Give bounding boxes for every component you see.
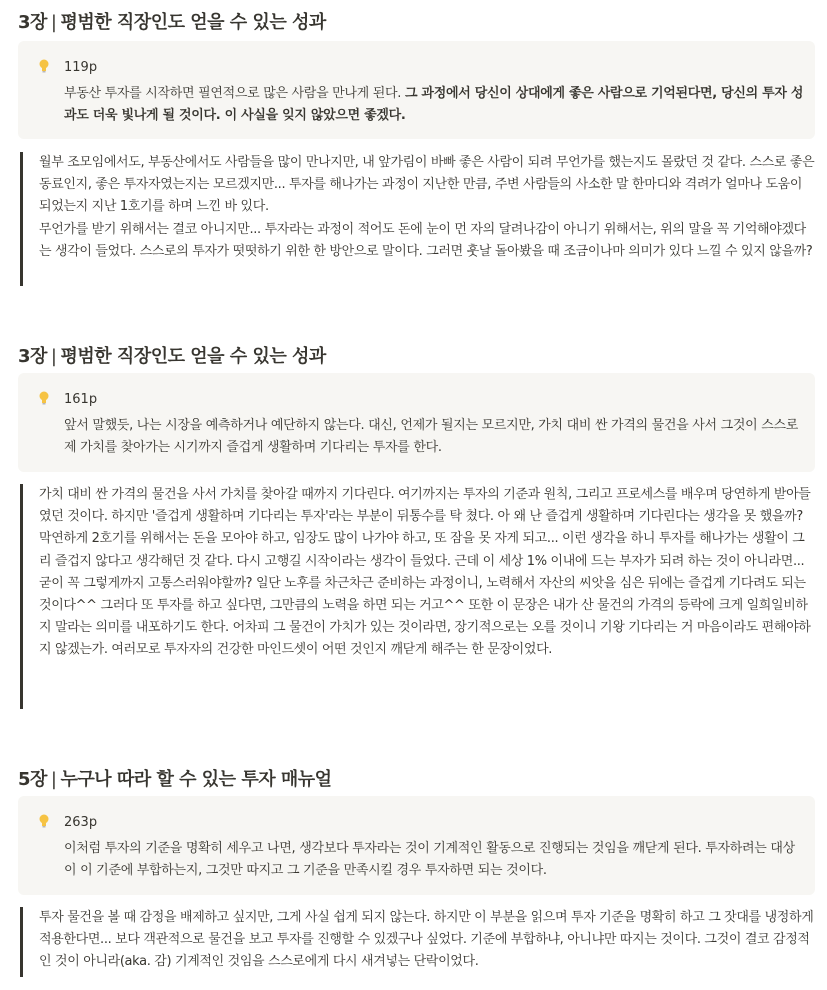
quote-callout <box>18 373 815 472</box>
reflection-note <box>20 152 815 286</box>
note-paragraph: 월부 조모임에서도, 부동산에서도 사람들을 많이 만나지만, 내 앞가림이 바빠 좋은 사람이 되려 무언가를 했는지도 몰랐던 것 같다. 스스로 좋은 동료인지, 좋은 투자자였는지는 모르겠지만... 투자를 해나가는 과정이 지난한 만큼, 주변 사람들의 사소한 말 한마디와 격려가 얼마나 도움이 되었는지 지난 1호기를 하며 느낀 바 있다. <box>39 155 815 215</box>
chapter-title: 평범한 직장인도 얻을 수 있는 성과 <box>60 12 326 33</box>
heading-separator: | <box>50 769 57 790</box>
book-quote <box>64 415 804 459</box>
lightbulb-icon <box>38 814 50 828</box>
note-paragraph: 무언가를 받기 위해서는 결코 아니지만... 투자라는 과정이 적어도 돈에 눈이 먼 자의 달려나감이 아니기 위해서는, 위의 말을 꼭 기억해야겠다는 생각이 들었다. 스스로의 투자가 떳떳하기 위한 한 방안으로 말이다. 그러면 훗날 돌아봤을 때 조금이나마 의미가 있다 느낄 수 있지 않을까? <box>39 221 813 259</box>
section-heading <box>18 8 326 34</box>
note-paragraph: 투자 물건을 볼 때 감정을 배제하고 싶지만, 그게 사실 쉽게 되지 않는다. 하지만 이 부분을 읽으며 투자 기준을 명확히 하고 그 잣대를 냉정하게 적용한다면... 보다 객관적으로 물건을 보고 투자를 진행할 수 있겠구나 싶었다. 기준에 부합하냐, 아니냐만 따지는 것이다. 그것이 결코 감정적인 것이 아니라(aka. 감) 기계적인 것임을 스스로에게 다시 새겨넣는 단락이었다. <box>39 910 814 970</box>
book-quote <box>64 838 804 882</box>
quote-text: 부동산 투자를 시작하면 필연적으로 많은 사람을 만나게 된다. <box>64 86 405 101</box>
lightbulb-icon <box>38 391 50 405</box>
chapter-label: 3장 <box>18 12 47 33</box>
chapter-label: 5장 <box>18 769 47 790</box>
heading-separator: | <box>50 12 57 33</box>
quote-text: 이처럼 투자의 기준을 명확히 세우고 나면, 생각보다 투자라는 것이 기계적인 활동으로 진행되는 것임을 깨닫게 된다. 투자하려는 대상이 이 기준에 부합하는지, 그것만 따지고 그 기준을 만족시킬 경우 투자하면 되는 것이다. <box>64 841 795 878</box>
heading-separator: | <box>50 346 57 367</box>
reflection-note <box>20 907 815 977</box>
book-quote <box>64 83 804 127</box>
note-paragraph: 가치 대비 싼 가격의 물건을 사서 가치를 찾아갈 때까지 기다린다. 여기까지는 투자의 기준과 원칙, 그리고 프로세스를 배우며 당연하게 받아들였던 것이다. 하지만 '즐겁게 생활하며 기다리는 투자'라는 부분이 뒤통수를 탁 쳤다. 아 왜 난 즐겁게 생활하며 기다린다는 생각을 못 했을까? <box>39 487 811 525</box>
page-number: 161p <box>64 392 98 407</box>
page-number: 263p <box>64 815 98 830</box>
quote-bold-text: 그 과정에서 당신이 상대에게 좋은 사람으로 기억된다면, 당신의 투자 성과도 더욱 빛나게 될 것이다. 이 사실을 잊지 않았으면 좋겠다. <box>64 86 804 123</box>
chapter-title: 누구나 따라 할 수 있는 투자 매뉴얼 <box>60 769 332 790</box>
section-heading <box>18 765 332 791</box>
section-heading <box>18 342 326 368</box>
lightbulb-icon <box>38 59 50 73</box>
chapter-title: 평범한 직장인도 얻을 수 있는 성과 <box>60 346 326 367</box>
quote-callout <box>18 41 815 139</box>
page-number: 119p <box>64 60 98 75</box>
reflection-note <box>20 484 815 709</box>
quote-callout <box>18 796 815 895</box>
note-paragraph: 막연하게 2호기를 위해서는 돈을 모아야 하고, 임장도 많이 나가야 하고, 또 잠을 못 자게 되고... 이런 생각을 하니 투자를 해나가는 생활이 그리 즐겁지 않다고 생각해던 것 같다. 다시 고행길 시작이라는 생각이 들었다. 근데 이 세상 1% 이내에 드는 부자가 되려 하는 것이 아니라면... 굳이 꼭 그렇게까지 고통스러워야할까? 일단 노후를 차근차근 준비하는 과정이니, 노력해서 자산의 씨앗을 심은 뒤에는 즐겁게 기다려도 되는 것이다^^ 그러다 또 투자를 하고 싶다면, 그만큼의 노력을 하면 되는 거고^^ 또한 이 문장은 내가 산 물건의 가격의 등락에 크게 일희일비하지 말라는 의미를 내포하기도 한다. 어차피 그 물건이 가치가 있는 것이라면, 장기적으로는 오를 것이니 기왕 기다리는 거 마음이라도 편해야하지 않겠는가. 여러모로 투자자의 건강한 마인드셋이 어떤 것인지 깨닫게 해주는 한 문장이었다. <box>39 531 811 658</box>
chapter-label: 3장 <box>18 346 47 367</box>
quote-text: 앞서 말했듯, 나는 시장을 예측하거나 예단하지 않는다. 대신, 언제가 될지는 모르지만, 가치 대비 싼 가격의 물건을 사서 그것이 스스로 제 가치를 찾아가는 시기까지 즐겁게 생활하며 기다리는 투자를 한다. <box>64 418 798 455</box>
